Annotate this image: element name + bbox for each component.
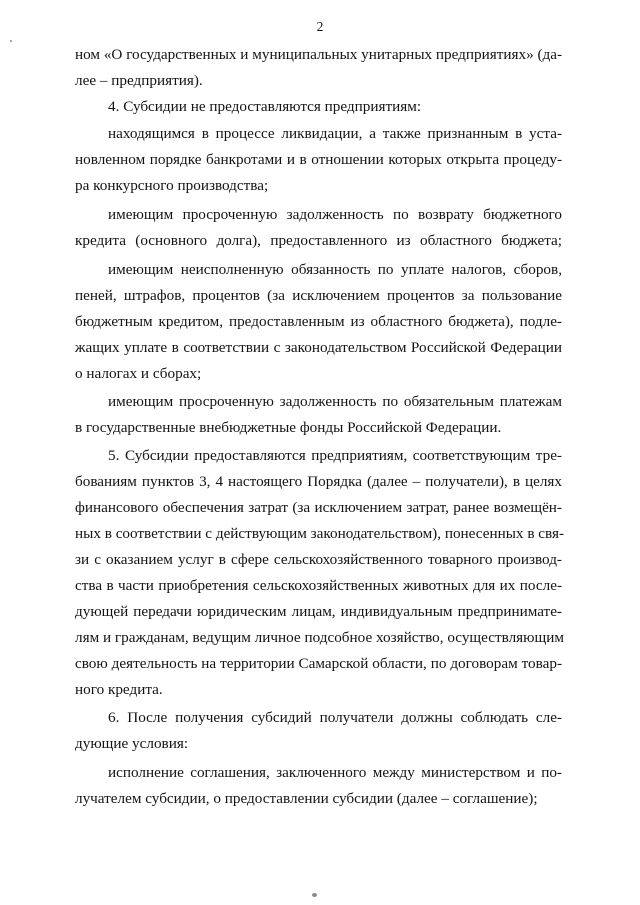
text-line: зи с оказанием услуг в сфере сельскохозяйственного товарного производ- bbox=[75, 551, 562, 568]
text-line: ном «О государственных и муниципальных унитарных предприятиях» (да- bbox=[75, 46, 563, 63]
text-line: ства в части приобретения сельскохозяйственных животных для их после- bbox=[75, 577, 562, 594]
text-line: имеющим неисполненную обязанность по уплате налогов, сборов, bbox=[108, 261, 562, 278]
text-line: жащих уплате в соответствии с законодательством Российской Федерации bbox=[75, 339, 562, 356]
text-line: о налогах и сборах; bbox=[75, 365, 202, 382]
paragraph-heading: 5. Субсидии предоставляются предприятиям, соответствующим тре- bbox=[108, 447, 562, 464]
text-line: бюджетным кредитом, предоставленным из областного бюджета), подле- bbox=[75, 313, 562, 330]
text-line: лям и гражданам, ведущим личное подсобное хозяйство, осуществляющим bbox=[75, 629, 564, 646]
text-line: дующие условия: bbox=[75, 735, 189, 752]
text-line: находящимся в процессе ликвидации, а также признанным в уста- bbox=[108, 125, 562, 142]
text-line: ных в соответствии с действующим законодательством), понесенных в свя- bbox=[75, 525, 565, 542]
text-line: в государственные внебюджетные фонды Российской Федерации. bbox=[75, 419, 502, 436]
text-line: имеющим просроченную задолженность по обязательным платежам bbox=[108, 393, 562, 410]
text-line: бованиям пунктов 3, 4 настоящего Порядка (далее – получатели), в целях bbox=[75, 473, 562, 490]
text-line: финансового обеспечения затрат (за исключением затрат, ранее возмещён- bbox=[75, 499, 562, 516]
text-line: исполнение соглашения, заключенного между министерством и по- bbox=[108, 764, 562, 781]
scan-speck bbox=[10, 40, 12, 42]
scan-speck bbox=[312, 893, 317, 897]
text-line: лучателем субсидии, о предоставлении субсидии (далее – соглашение); bbox=[75, 790, 538, 807]
paragraph-heading: 4. Субсидии не предоставляются предприятиям: bbox=[108, 98, 422, 115]
text-line: ного кредита. bbox=[75, 681, 163, 698]
text-line: кредита (основного долга), предоставленного из областного бюджета; bbox=[75, 232, 562, 249]
text-line: новленном порядке банкротами и в отношении которых открыта процеду- bbox=[75, 151, 562, 168]
text-line: ра конкурсного производства; bbox=[75, 177, 269, 194]
text-line: дующей передачи юридическим лицам, индивидуальным предпринимате- bbox=[75, 603, 562, 620]
text-line: имеющим просроченную задолженность по возврату бюджетного bbox=[108, 206, 562, 223]
text-line: свою деятельность на территории Самарской области, по договорам товар- bbox=[75, 655, 562, 672]
paragraph-heading: 6. После получения субсидий получатели должны соблюдать сле- bbox=[108, 709, 562, 726]
page-number: 2 bbox=[316, 19, 324, 34]
text-line: пеней, штрафов, процентов (за исключением процентов за пользование bbox=[75, 287, 562, 304]
text-line: лее – предприятия). bbox=[75, 72, 203, 89]
